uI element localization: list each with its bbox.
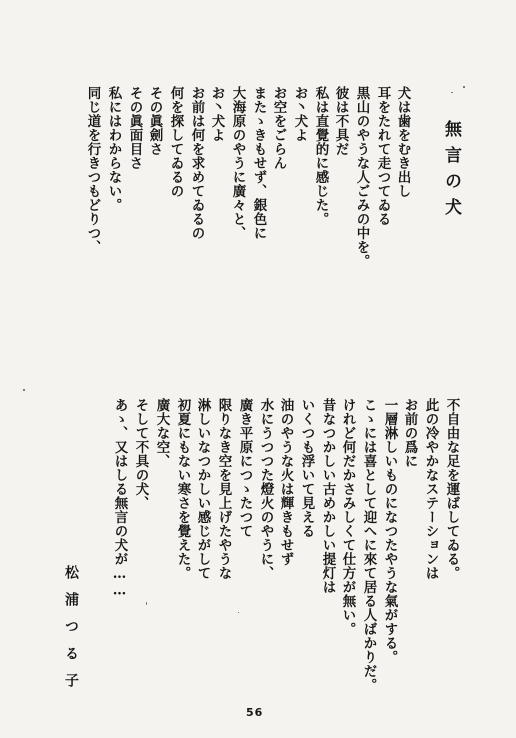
poem-line: 彼は不具だ (332, 86, 349, 156)
poem-line: またゝきもせず、銀色に (250, 86, 267, 240)
poem-line: 昔なつかしい古めかしい提灯は (319, 398, 336, 594)
poem-line: お前の爲に (401, 398, 418, 468)
poem-line: あゝ、又はしる無言の犬が…… (111, 398, 128, 599)
scan-speck (23, 389, 25, 391)
poem-line: そして不具の犬、 (132, 398, 149, 510)
poem-line: 私は直覺的に感じた。 (312, 86, 329, 226)
poem-line: 限りなき空を見上げたやうな (215, 398, 232, 580)
poem-line: 此の冷やかなステーションは (422, 398, 439, 580)
poem-line: 私にはわからない。 (105, 86, 122, 212)
poem-line: 大海原のやうに廣々と、 (229, 86, 246, 240)
scan-speck (451, 92, 453, 93)
poem-line: 不自由な足を運ばしてゐる。 (443, 398, 460, 580)
poem-line: 何を探してゐるの (167, 86, 184, 198)
page-number: 56 (246, 706, 264, 719)
author-name: 松浦つる子 (63, 565, 79, 700)
poem-line: 水にうつつた燈火のやうに、 (257, 398, 274, 580)
poem-line: 黒山のやうな人ごみの中を。 (353, 86, 370, 268)
poem-line: 油のやうな火は輝きもせず (277, 398, 294, 566)
poem-line: 同じ道を行きつもどりつ、 (84, 86, 101, 254)
poem-line: お丶犬よ (291, 86, 308, 142)
poem-line: お丶犬よ (208, 86, 225, 142)
poem-line: その眞面目さ (126, 86, 143, 170)
poem-line: 犬は歯をむき出し (394, 86, 411, 198)
poem-line: 耳をたれて走つてゐる (374, 86, 391, 226)
poem-line: 廣大な空、 (153, 398, 170, 468)
poem-line: 廣き平原につゝたつて (236, 398, 253, 538)
scan-speck (146, 602, 147, 605)
poem-line: その眞劍さ (146, 86, 163, 156)
scan-speck (463, 86, 465, 88)
poem-line: 淋しいなつかしい感じがして (194, 398, 211, 580)
poem-line: こゝには喜として迎へに來て居る人ばかりだ。 (360, 398, 377, 692)
poem-line: けれど何だかさみしくて仕方が無い。 (339, 398, 356, 636)
poem-line: 初夏にもない寒さを覺えた。 (174, 398, 191, 580)
poem-title: 無言の犬 (441, 120, 461, 224)
poem-line: 一層淋しいものになつたやうな氣がする。 (381, 398, 398, 664)
scan-speck (238, 612, 239, 613)
poem-line: お前は何を求めてゐるの (188, 86, 205, 240)
poem-line: お空をごらん (270, 86, 287, 170)
poem-line: いくつも浮いて見える (298, 398, 315, 538)
